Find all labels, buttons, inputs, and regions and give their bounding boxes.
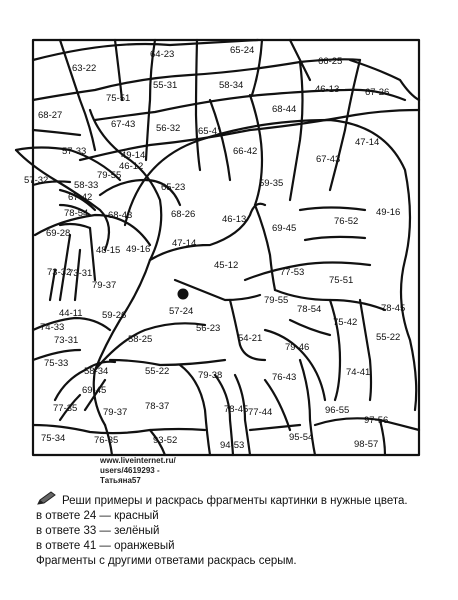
- eye-dot: [178, 289, 189, 300]
- example-label: 78-54: [297, 304, 322, 315]
- example-label: 75-33: [44, 358, 69, 369]
- example-label: 76-43: [272, 372, 297, 383]
- example-label: 79-55: [97, 170, 122, 181]
- example-label: 78-45: [224, 404, 249, 415]
- example-label: 58-34: [84, 366, 109, 377]
- example-label: 75-42: [333, 317, 358, 328]
- region-outlines: [16, 40, 419, 455]
- example-label: 79-46: [285, 342, 310, 353]
- example-label: 73-31: [68, 268, 93, 279]
- example-label: 58-33: [74, 180, 99, 191]
- example-label: 68-44: [272, 104, 297, 115]
- example-label: 66-25: [318, 56, 343, 67]
- rule-green: в ответе 33 — зелёный: [36, 525, 160, 537]
- example-label: 96-55: [325, 405, 350, 416]
- example-label: 77-35: [53, 403, 78, 414]
- task-instruction: Реши примеры и раскрась фрагменты картинки в нужные цвета.: [62, 495, 408, 507]
- example-label: 46-13: [222, 214, 247, 225]
- example-label: 69-28: [46, 228, 71, 239]
- example-label: 57-24: [169, 306, 194, 317]
- example-label: 69-45: [82, 385, 107, 396]
- example-label: 75-51: [106, 93, 131, 104]
- example-label: 65-23: [161, 182, 186, 193]
- example-label: 78-37: [145, 401, 170, 412]
- example-label: 65-41: [198, 126, 223, 137]
- example-label: 48-15: [96, 245, 121, 256]
- example-label: 59-35: [259, 178, 284, 189]
- rule-orange: в ответе 41 — оранжевый: [36, 540, 175, 552]
- rule-gray: Фрагменты с другими ответами раскрась серым.: [36, 555, 297, 567]
- example-label: 44-11: [59, 308, 83, 319]
- example-label: 66-42: [233, 146, 258, 157]
- example-label: 98-57: [354, 439, 379, 450]
- example-label: 58-34: [219, 80, 244, 91]
- example-label: 67-43: [111, 119, 136, 130]
- example-label: 49-16: [376, 207, 401, 218]
- example-label: 68-27: [38, 110, 63, 121]
- example-label: 49-16: [126, 244, 151, 255]
- example-label: 67-42: [68, 192, 93, 203]
- example-label: 56-32: [156, 123, 181, 134]
- source-credit-line: Татьяна57: [100, 476, 141, 485]
- example-label: 79-55: [264, 295, 289, 306]
- example-label: 68-43: [108, 210, 133, 221]
- example-label: 77-53: [280, 267, 305, 278]
- example-label: 57-32: [24, 175, 49, 186]
- example-label: 68-26: [171, 209, 196, 220]
- example-label: 78-54: [64, 208, 89, 219]
- example-label: 56-23: [196, 323, 221, 334]
- example-label: 75-34: [41, 433, 66, 444]
- example-label: 67-43: [316, 154, 341, 165]
- example-label: 93-52: [153, 435, 178, 446]
- example-label: 55-22: [145, 366, 170, 377]
- example-label: 95-54: [289, 432, 314, 443]
- example-label: 74-33: [40, 322, 65, 333]
- example-label: 59-26: [102, 310, 127, 321]
- example-label: 64-23: [150, 49, 175, 60]
- rule-red: в ответе 24 — красный: [36, 510, 159, 522]
- example-label: 47-14: [355, 137, 380, 148]
- example-label: 54-21: [238, 333, 263, 344]
- example-label: 46-12: [119, 161, 144, 172]
- example-label: 67-26: [365, 87, 390, 98]
- example-label: 77-44: [248, 407, 273, 418]
- example-label: 78-45: [381, 303, 406, 314]
- example-label: 55-22: [376, 332, 401, 343]
- example-label: 79-37: [92, 280, 117, 291]
- example-label: 49-14: [121, 150, 146, 161]
- example-label: 79-38: [198, 370, 223, 381]
- example-label: 74-41: [346, 367, 371, 378]
- example-label: 76-52: [334, 216, 359, 227]
- example-label: 46-13: [315, 84, 340, 95]
- example-label: 75-51: [329, 275, 354, 286]
- source-credit-line: users/4619293 -: [100, 466, 160, 475]
- example-label: 97-56: [364, 415, 389, 426]
- example-label: 58-25: [128, 334, 153, 345]
- example-label: 69-45: [272, 223, 297, 234]
- example-label: 57-33: [62, 146, 87, 157]
- example-label: 63-22: [72, 63, 97, 74]
- example-label: 45-12: [214, 260, 239, 271]
- example-label: 65-24: [230, 45, 255, 56]
- source-credit: [100, 456, 230, 486]
- source-credit-line: www.liveinternet.ru/: [100, 456, 176, 465]
- example-label: 55-31: [153, 80, 178, 91]
- example-label: 47-14: [172, 238, 197, 249]
- example-label: 76-35: [94, 435, 119, 446]
- example-label: 94-53: [220, 440, 245, 451]
- example-label: 73-32: [47, 267, 72, 278]
- task-text: [36, 494, 446, 569]
- example-label: 73-31: [54, 335, 79, 346]
- example-label: 79-37: [103, 407, 128, 418]
